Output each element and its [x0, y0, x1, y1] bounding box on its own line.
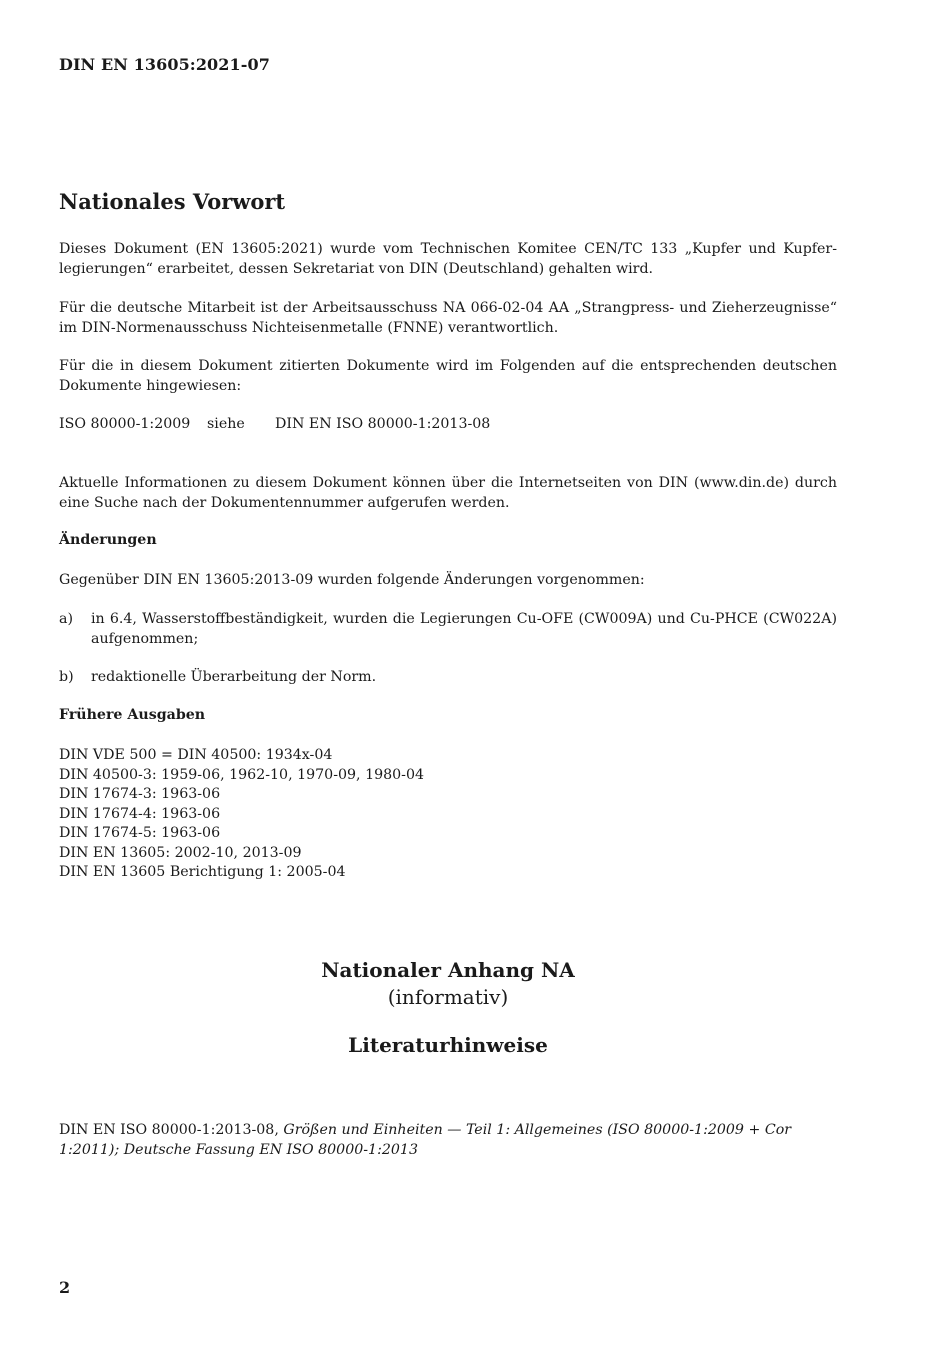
previous-editions-heading: Frühere Ausgaben: [59, 707, 206, 723]
list-marker: a): [59, 611, 73, 627]
reference-row: [59, 415, 490, 435]
previous-editions-list: [59, 746, 424, 883]
foreword-paragraph-3: Für die in diesem Dokument zitierten Dokumente wird im Folgenden auf die entsprechenden deutschen Dokumente hingewiesen:: [59, 358, 837, 394]
document-id: DIN EN 13605:2021-07: [59, 55, 270, 74]
edition-line: DIN 17674-3: 1963-06: [59, 786, 221, 802]
reference-din: DIN EN ISO 80000-1:2013-08: [275, 416, 491, 432]
edition-line: DIN 17674-4: 1963-06: [59, 805, 221, 822]
page-number: 2: [59, 1278, 71, 1297]
info-paragraph: Aktuelle Informationen zu diesem Dokument können über die Internetseiten von DIN (www.din.de) durch eine Suche nach der Dokumentennummer aufgerufen werden.: [59, 475, 837, 511]
list-text: redaktionelle Überarbeitung der Norm.: [91, 669, 377, 685]
edition-line: DIN VDE 500 = DIN 40500: 1934x-04: [59, 747, 333, 763]
foreword-paragraph-1: Dieses Dokument (EN 13605:2021) wurde vom Technischen Komitee CEN/TC 133 „Kupfer und Kupferlegierungen“ erarbeitet, dessen Sekretariat von DIN (Deutschland) gehalten wird.: [59, 241, 837, 277]
reference-see: siehe: [207, 416, 245, 432]
edition-line: DIN EN 13605 Berichtigung 1: 2005-04: [59, 864, 346, 880]
bibliography-entry: [59, 1121, 849, 1160]
list-marker: b): [59, 669, 74, 685]
foreword-paragraph-2: Für die deutsche Mitarbeit ist der Arbeitsausschuss NA 066-02-04 AA „Strangpress- und Zieherzeugnisse“ im DIN-Normenausschuss Nichteisenmetalle (FNNE) verantwortlich.: [59, 300, 837, 336]
bibliography-heading: Literaturhinweise: [348, 1033, 548, 1057]
edition-line: DIN 17674-5: 1963-06: [59, 825, 221, 841]
bibliography-entry-id: DIN EN ISO 80000-1:2013-08,: [59, 1122, 284, 1138]
annex-title: Nationaler Anhang NA: [321, 958, 575, 982]
foreword-title: Nationales Vorwort: [59, 189, 286, 214]
list-item: [59, 668, 837, 688]
changes-heading: Änderungen: [59, 532, 157, 548]
changes-intro: Gegenüber DIN EN 13605:2013-09 wurden folgende Änderungen vorgenommen:: [59, 572, 645, 588]
annex-subtitle: (informativ): [387, 985, 509, 1009]
reference-iso: ISO 80000-1:2009: [59, 416, 191, 432]
list-text: in 6.4, Wasserstoffbeständigkeit, wurden die Legierungen Cu-OFE (CW009A) und Cu-PHCE (CW022A) aufgenommen;: [91, 611, 837, 647]
edition-line: DIN 40500-3: 1959-06, 1962-10, 1970-09, 1980-04: [59, 766, 425, 783]
list-item: [59, 610, 837, 649]
edition-line: DIN EN 13605: 2002-10, 2013-09: [59, 844, 302, 861]
bibliography-entry-title: Größen und Einheiten — Teil 1: Allgemeines (ISO 80000-1:2009 + Cor 1:2011); Deutsche Fassung EN ISO 80000-1:2013: [59, 1122, 792, 1158]
